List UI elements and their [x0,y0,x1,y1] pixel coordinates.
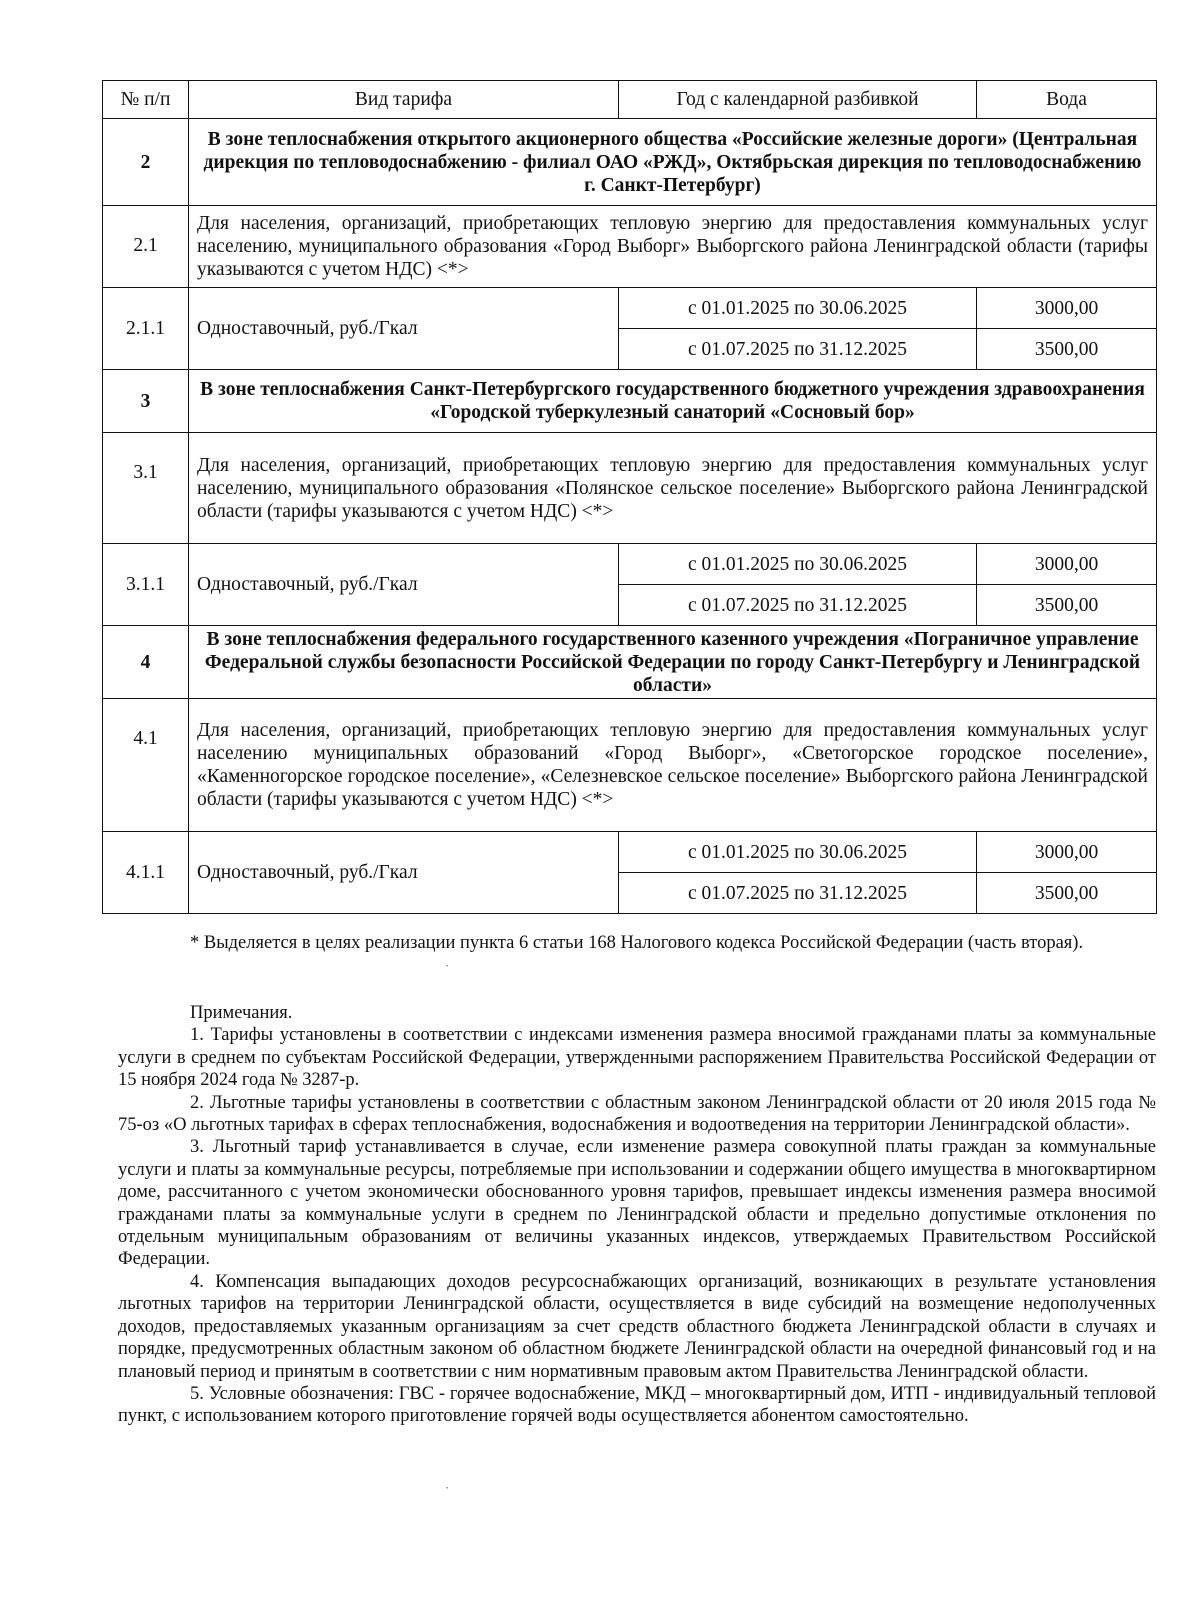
item-row [103,288,1157,329]
tariff-table [102,80,1157,914]
item-row [103,832,1157,873]
zone-number: 2 [103,119,189,206]
group-row [103,433,1157,544]
zone-number: 3 [103,370,189,433]
table-header-row [103,81,1157,119]
zone-row [103,370,1157,433]
note-item: 5. Условные обозначения: ГВС - горячее водоснабжение, МКД – многоквартирный дом, ИТП - индивидуальный тепловой пункт, с использованием которого приготовление горячей воды осуществляется абонентом самостоятельно. [118,1383,1156,1427]
period-cell: с 01.07.2025 по 31.12.2025 [619,329,977,370]
item-row [103,544,1157,585]
value-cell: 3500,00 [977,585,1157,626]
header-tariff-type: Вид тарифа [189,81,619,119]
period-cell: с 01.07.2025 по 31.12.2025 [619,873,977,914]
group-description: Для населения, организаций, приобретающих тепловую энергию для предоставления коммунальных услуг населению, муниципального образования «Полянское сельское поселение» Выборгского района Ленинградской области (тарифы указываются с учетом НДС) <*> [189,433,1157,544]
note-item: 1. Тарифы установлены в соответствии с индексами изменения размера вносимой гражданами платы за коммунальные услуги в среднем по субъектам Российской Федерации, утвержденными распоряжением Правительства Российской Федерации от 15 ноября 2024 года № 3287-р. [118,1025,1156,1091]
zone-title: В зоне теплоснабжения федерального государственного казенного учреждения «Пограничное управление Федеральной службы безопасности Российской Федерации по городу Санкт-Петербургу и Ленинградской области» [189,626,1157,699]
zone-row [103,626,1157,699]
group-description: Для населения, организаций, приобретающих тепловую энергию для предоставления коммунальных услуг населению муниципальных образований «Город Выборг», «Светогорское городское поселение», «Каменногорское городское поселение», «Селезневское сельское поселение» Выборгского района Ленинградской области (тарифы указываются с учетом НДС) <*> [189,699,1157,832]
zone-title: В зоне теплоснабжения Санкт-Петербургского государственного бюджетного учреждения здравоохранения «Городской туберкулезный санаторий «Сосновый бор» [189,370,1157,433]
item-tariff-kind: Одноставочный, руб./Гкал [189,544,619,626]
value-cell: 3000,00 [977,832,1157,873]
note-item: 4. Компенсация выпадающих доходов ресурсоснабжающих организаций, возникающих в результате установления льготных тарифов на территории Ленинградской области, осуществляется в виде субсидий на возмещение недополученных доходов, предоставляемых указанным организациям за счет средств областного бюджета Ленинградской области в случаях и порядке, предусмотренных областным законом об областном бюджете Ленинградской области на очередной финансовый год и на плановый период и принятым в соответствии с ним нормативным правовым актом Правительства Ленинградской области. [118,1271,1156,1382]
notes-heading: Примечания. [190,1003,293,1023]
footnote [118,932,1156,954]
period-cell: с 01.01.2025 по 30.06.2025 [619,832,977,873]
zone-row [103,119,1157,206]
period-cell: с 01.07.2025 по 31.12.2025 [619,585,977,626]
item-number: 2.1.1 [103,288,189,370]
note-item: 3. Льготный тариф устанавливается в случае, если изменение размера совокупной платы граждан за коммунальные услуги и платы за коммунальные ресурсы, потребляемые при использовании и содержании общего имущества в многоквартирном доме, рассчитанного с учетом экономически обоснованного уровня тарифов, превышает индексы изменения размера вносимой гражданами платы за коммунальные услуги в среднем по Ленинградской области и предельно допустимые отклонения по отдельным муниципальным образованиям от величины указанных индексов, утверждаемых Правительством Российской Федерации. [118,1137,1156,1270]
item-tariff-kind: Одноставочный, руб./Гкал [189,832,619,914]
zone-number: 4 [103,626,189,699]
period-cell: с 01.01.2025 по 30.06.2025 [619,288,977,329]
note-item: 2. Льготные тарифы установлены в соответствии с областным законом Ленинградской области от 20 июля 2015 года № 75-оз «О льготных тарифах в сферах теплоснабжения, водоснабжения и водоотведения на территории Ленинградской области». [118,1092,1156,1136]
group-number: 4.1 [103,699,189,832]
value-cell: 3500,00 [977,329,1157,370]
scan-speck: · [445,1480,450,1495]
zone-title: В зоне теплоснабжения открытого акционерного общества «Российские железные дороги» (Центральная дирекция по тепловодоснабжению - филиал ОАО «РЖД», Октябрьская дирекция по тепловодоснабжению г. Санкт-Петербург) [189,119,1157,206]
group-number: 3.1 [103,433,189,544]
item-number: 4.1.1 [103,832,189,914]
footnote-text: * Выделяется в целях реализации пункта 6 статьи 168 Налогового кодекса Российской Федерации (часть вторая). [190,933,1084,953]
period-cell: с 01.01.2025 по 30.06.2025 [619,544,977,585]
notes-section [118,1002,1156,1428]
scan-speck: · [445,958,450,973]
header-water: Вода [977,81,1157,119]
group-number: 2.1 [103,206,189,288]
group-row [103,699,1157,832]
item-tariff-kind: Одноставочный, руб./Гкал [189,288,619,370]
group-description: Для населения, организаций, приобретающих тепловую энергию для предоставления коммунальных услуг населению, муниципального образования «Город Выборг» Выборгского района Ленинградской области (тарифы указываются с учетом НДС) <*> [189,206,1157,288]
item-number: 3.1.1 [103,544,189,626]
header-number: № п/п [103,81,189,119]
header-period: Год с календарной разбивкой [619,81,977,119]
value-cell: 3500,00 [977,873,1157,914]
value-cell: 3000,00 [977,544,1157,585]
group-row [103,206,1157,288]
value-cell: 3000,00 [977,288,1157,329]
